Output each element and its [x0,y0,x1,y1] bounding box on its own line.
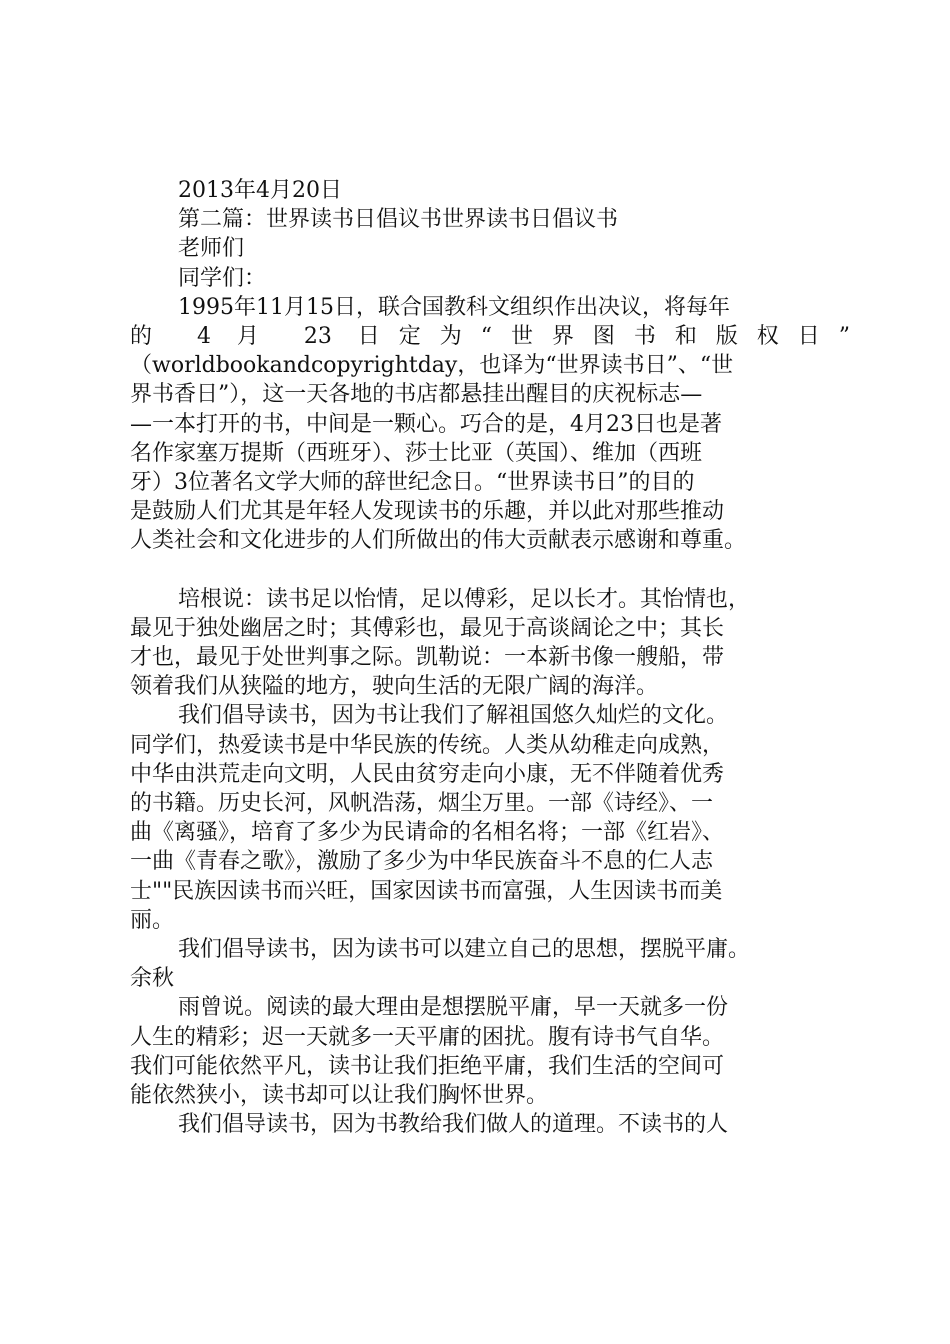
paragraph-line: 一曲《青春之歌》，激励了多少为中华民族奋斗不息的仁人志 [130,849,714,875]
paragraph-line: 领着我们从狭隘的地方，驶向生活的无限广阔的海洋。 [130,674,659,700]
paragraph-line: 丽。 [130,907,175,933]
paragraph-line: （worldbookandcopyrightday，也译为“世界读书日”、“世 [130,353,734,379]
paragraph-line: 才也，最见于处世判事之际。凯勒说：一本新书像一艘船，带 [130,645,725,671]
paragraph-line: 人类社会和文化进步的人们所做出的伟大贡献表示感谢和尊重。 [130,528,747,554]
paragraph-line: 是鼓励人们尤其是年轻人发现读书的乐趣，并以此对那些推动 [130,499,725,525]
paragraph-line: 的书籍。历史长河，风帆浩荡，烟尘万里。一部《诗经》、一 [130,791,714,817]
paragraph-line: 余秋 [130,966,175,992]
paragraph-line: 最见于独处幽居之时；其傅彩也，最见于高谈阔论之中；其长 [130,615,725,641]
paragraph-line: 人生的精彩；迟一天就多一天平庸的困扰。腹有诗书气自华。 [130,1024,725,1050]
paragraph-gap [130,556,850,585]
salutation-teachers: 老师们 [178,236,245,262]
paragraph-line: —一本打开的书，中间是一颗心。巧合的是，4月23日也是著 [130,411,722,437]
paragraph-line: 我们倡导读书，因为读书可以建立自己的思想，摆脱平庸。 [178,937,751,963]
paragraph-line: 雨曾说。阅读的最大理由是想摆脱平庸，早一天就多一份 [178,995,729,1021]
paragraph-line: 1995年11月15日，联合国教科文组织作出决议，将每年 [178,294,730,320]
date-line: 2013年4月20日 [178,178,342,203]
paragraph-line: 我们倡导读书，因为书让我们了解祖国悠久灿烂的文化。 [178,703,729,729]
document-page [130,176,850,1140]
salutation-students: 同学们： [178,265,267,291]
paragraph-line: 曲《离骚》，培育了多少为民请命的名相名将；一部《红岩》、 [130,820,725,846]
paragraph-line: 界书香日”），这一天各地的书店都悬挂出醒目的庆祝标志— [130,382,703,408]
paragraph-line: 中华由洪荒走向文明，人民由贫穷走向小康，无不伴随着优秀 [130,761,725,787]
paragraph-line: 的 4 月 23 日定为“世界图书和版权日” [130,324,850,350]
paragraph-line: 名作家塞万提斯（西班牙）、莎士比亚（英国）、维加（西班 [130,440,703,466]
paragraph-line: 士""民族因读书而兴旺，国家因读书而富强，人生因读书而美 [130,878,723,904]
paragraph-line: 我们倡导读书，因为书教给我们做人的道理。不读书的人 [178,1112,729,1138]
paragraph-line: 能依然狭小，读书却可以让我们胸怀世界。 [130,1083,549,1109]
paragraph-line: 牙）3位著名文学大师的辞世纪念日。“世界读书日”的目的 [130,470,695,496]
section-heading: 第二篇：世界读书日倡议书世界读书日倡议书 [178,207,619,233]
paragraph-line: 培根说：读书足以怡情，足以傅彩，足以长才。其怡情也， [178,586,751,612]
paragraph-line: 同学们，热爱读书是中华民族的传统。人类从幼稚走向成熟， [130,732,725,758]
paragraph-line: 我们可能依然平凡，读书让我们拒绝平庸，我们生活的空间可 [130,1053,725,1079]
